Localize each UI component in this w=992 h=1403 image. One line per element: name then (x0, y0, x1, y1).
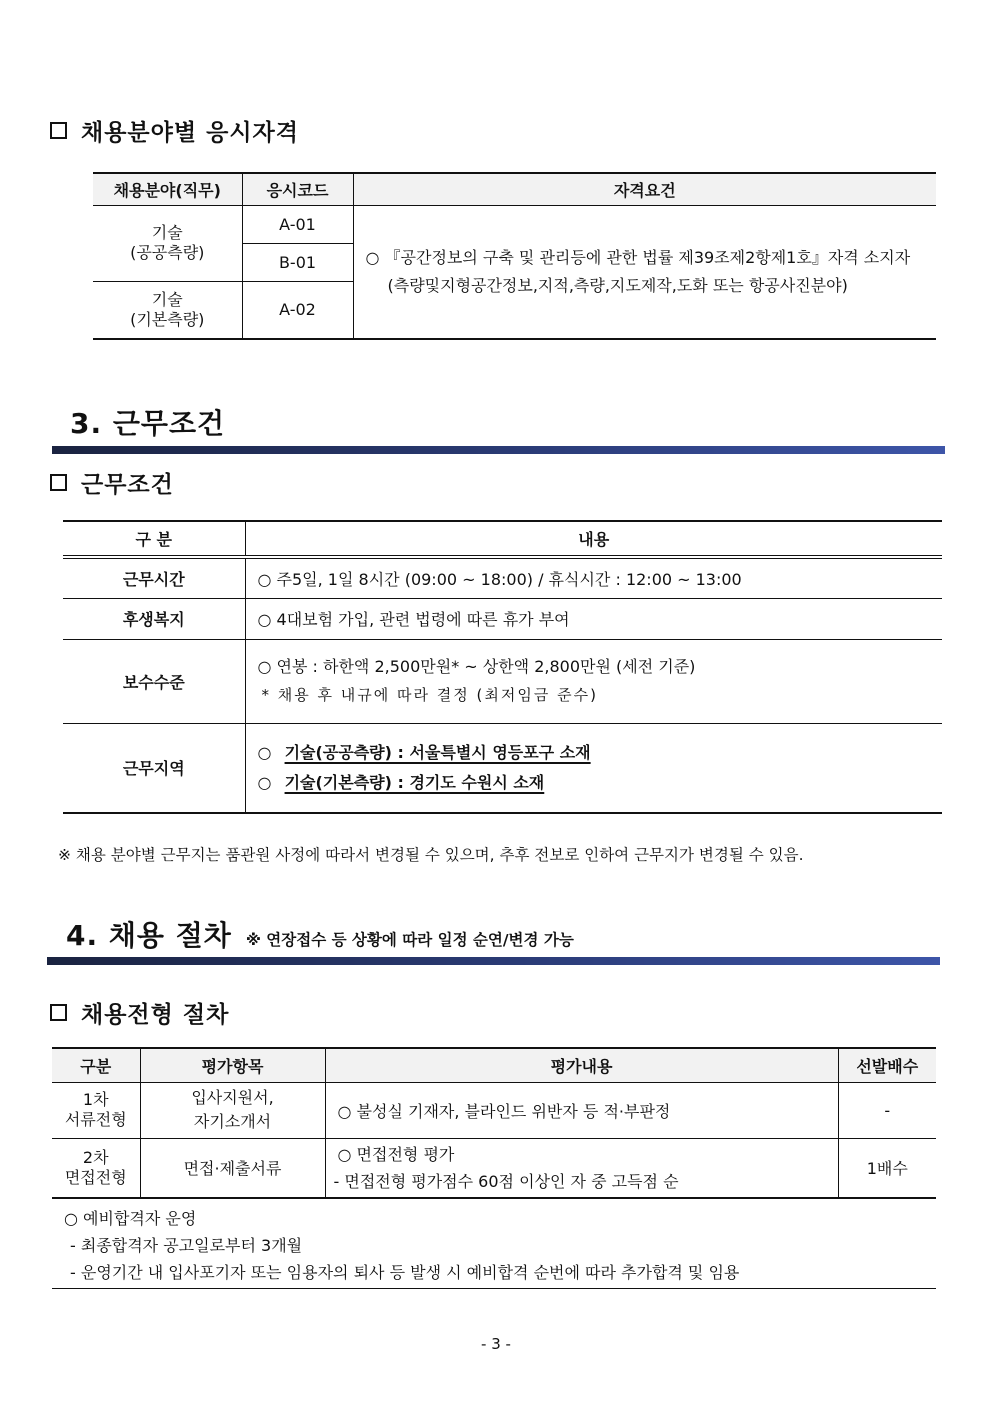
table-row (63, 639, 942, 723)
proc-header-ratio: 선발배수 (838, 1048, 936, 1082)
table-row (52, 1138, 936, 1198)
reserve-note-period: - 최종합격자 공고일로부터 3개월 (70, 1236, 303, 1255)
proc-header-stage: 구분 (52, 1048, 140, 1082)
checkbox-square-icon (50, 474, 67, 491)
qualification-heading (50, 114, 299, 147)
welfare-label: 후생복지 (63, 598, 245, 639)
qual-field-basic-survey: 기술 (기본측량) (93, 281, 242, 339)
qual-field-public-survey: 기술 (공공측량) (93, 205, 242, 281)
qual-requirement-line2: (측량및지형공간정보,지적,측량,지도제작,도화 또는 항공사진분야) (387, 275, 848, 295)
recruit-procedure-heading-text: 채용전형 절차 (81, 1002, 230, 1028)
qual-header-field: 채용분야(직무) (93, 173, 242, 205)
checkbox-square-icon (50, 1004, 67, 1021)
salary-content (245, 639, 942, 723)
proc-stage-1: 1차 서류전형 (52, 1082, 140, 1138)
work-location-label: 근무지역 (63, 723, 245, 813)
proc-item-2: 면접·제출서류 (140, 1138, 325, 1198)
qual-code-b01: B-01 (242, 243, 353, 281)
work-location-content (245, 723, 942, 813)
proc-item-1: 입사지원서, 자기소개서 (140, 1082, 325, 1138)
proc-content-1: ○ 불성실 기재자, 블라인드 위반자 등 적·부판정 (325, 1082, 838, 1138)
qual-code-a02: A-02 (242, 281, 353, 339)
qual-header-code: 응시코드 (242, 173, 353, 205)
recruit-procedure-table (52, 1047, 936, 1199)
proc-content-2 (325, 1138, 838, 1198)
proc-content-2-line2: - 면접전형 평가점수 60점 이상인 자 중 고득점 순 (333, 1171, 679, 1191)
qualification-heading-text: 채용분야별 응시자격 (81, 120, 299, 146)
proc-stage-2: 2차 면접전형 (52, 1138, 140, 1198)
work-conditions-table (63, 520, 942, 814)
section3-title: 3. 근무조건 (70, 407, 226, 440)
page-number: - 3 - (481, 1335, 511, 1353)
work-conditions-heading (50, 466, 174, 499)
proc-content-2-line1: ○ 면접전형 평가 (337, 1144, 455, 1164)
work-location-basic (258, 768, 937, 798)
proc-ratio-2: 1배수 (866, 1159, 908, 1179)
welfare-content: ○ 4대보험 가입, 관련 법령에 따른 휴가 부여 (245, 598, 942, 639)
checkbox-square-icon (50, 122, 67, 139)
work-header-content: 내용 (245, 521, 942, 557)
bullet: ○ (257, 742, 272, 762)
recruit-procedure-heading (50, 996, 229, 1029)
reserve-note-rule: - 운영기간 내 입사포기자 또는 임용자의 퇴사 등 발생 시 예비합격 순번에 따라 추가합격 및 임용 (70, 1263, 740, 1282)
work-location-basic-text: 기술(기본측량) : 경기도 수원시 소재 (284, 772, 545, 792)
section4-title-row (66, 914, 574, 954)
salary-footnote: * 채용 후 내규에 따라 결정 (최저임금 준수) (261, 686, 598, 704)
reserve-notes (52, 1205, 936, 1289)
qual-requirement-line1: ○ 『공간정보의 구축 및 관리등에 관한 법률 제39조제2항제1호』자격 소지자 (365, 247, 911, 267)
section4-title: 4. 채용 절차 (66, 919, 232, 952)
work-header-category: 구 분 (63, 521, 245, 557)
qual-requirement (353, 205, 936, 339)
proc-header-item: 평가항목 (140, 1048, 325, 1082)
qual-header-requirement: 자격요건 (353, 173, 936, 205)
section3-divider (52, 446, 945, 454)
work-hours-content: ○ 주5일, 1일 8시간 (09:00 ~ 18:00) / 휴식시간 : 12:00 ~ 13:00 (245, 557, 942, 598)
reserve-note-title: ○ 예비합격자 운영 (64, 1209, 197, 1228)
table-row (63, 598, 942, 639)
table-row (63, 723, 942, 813)
table-row (52, 1082, 936, 1138)
section4-subtitle: ※ 연장접수 등 상황에 따라 일정 순연/변경 가능 (245, 931, 574, 949)
proc-header-content: 평가내용 (325, 1048, 838, 1082)
proc-ratio-1: - (838, 1082, 936, 1138)
salary-range: ○ 연봉 : 하한액 2,500만원* ~ 상한액 2,800만원 (세전 기준) (257, 657, 696, 676)
work-location-public (258, 738, 937, 768)
qual-code-a01: A-01 (242, 205, 353, 243)
qualification-table (93, 172, 936, 340)
work-conditions-heading-text: 근무조건 (81, 472, 174, 498)
work-location-public-text: 기술(공공측량) : 서울특별시 영등포구 소재 (284, 742, 591, 762)
table-row (63, 557, 942, 598)
salary-label: 보수수준 (63, 639, 245, 723)
work-hours-label: 근무시간 (63, 557, 245, 598)
section4-divider (47, 957, 940, 965)
bullet: ○ (257, 772, 272, 792)
work-location-note: ※ 채용 분야별 근무지는 품관원 사정에 따라서 변경될 수 있으며, 추후 전보로 인하여 근무지가 변경될 수 있음. (58, 846, 804, 864)
